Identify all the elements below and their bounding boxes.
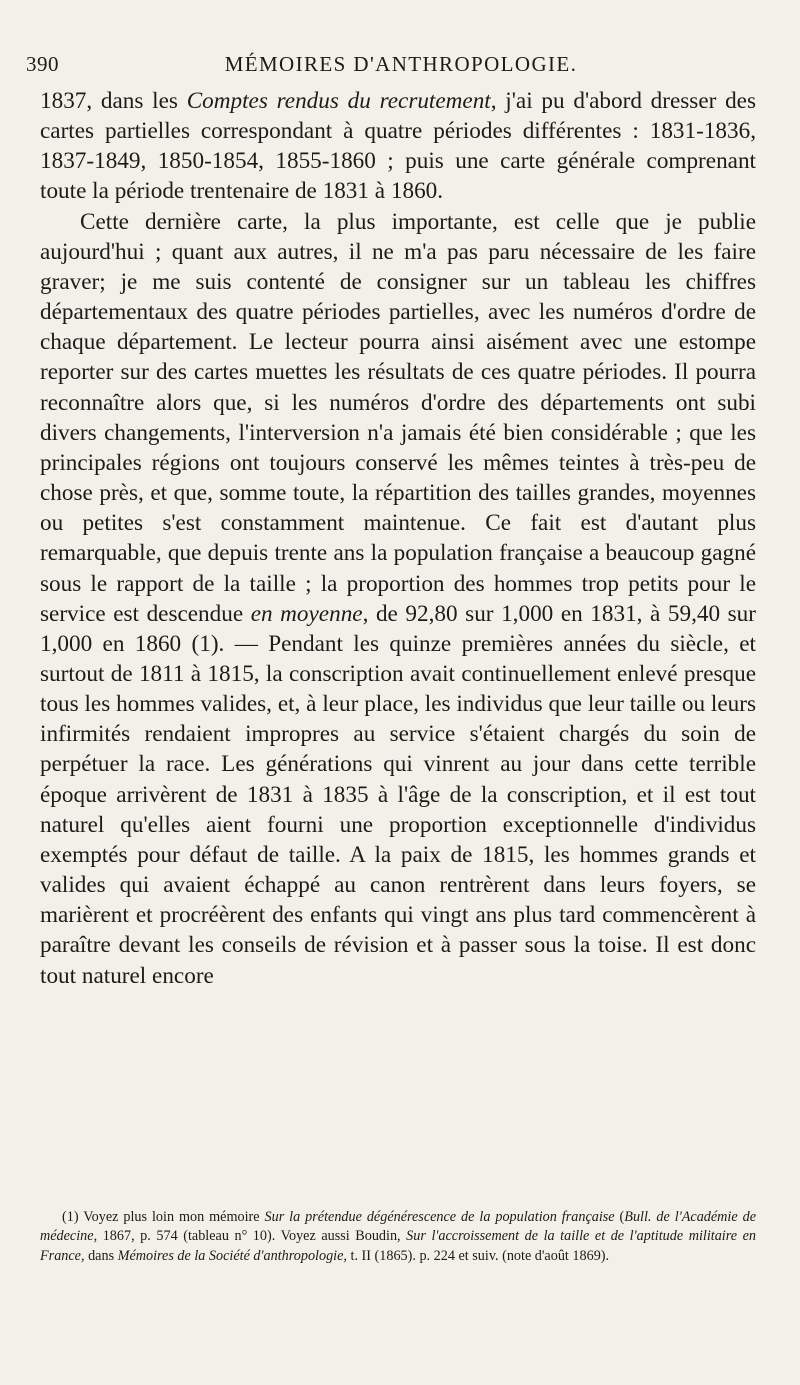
footnote-italic-a: Sur la prétendue dégénérescence de la population française xyxy=(264,1209,615,1225)
running-title: MÉMOIRES D'ANTHROPOLOGIE. xyxy=(224,52,578,76)
paragraph-2-text-a: Cette dernière carte, la plus importante, est celle que je publie aujourd'hui ; quant aux autres, il ne m'a pas paru nécessaire de les faire graver; je me suis contenté de consigner sur un tableau les chiffres départementaux des quatre périodes partielles, avec les numéros d'ordre de chaque département. Le lecteur pourra ainsi aisément avec une estompe reporter sur des cartes muettes les résultats de ces quatre périodes. Il pourra reconnaître alors que, si les numéros d'ordre des départements ont subi divers changements, l'interversion n'a jamais été bien considérable ; que les principales régions ont toujours conservé les mêmes teintes à très-peu de chose près, et que, somme toute, la répartition des tailles grandes, moyennes ou petites s'est constamment maintenue. Ce fait est d'autant plus remarquable, que depuis trente ans la population française a beaucoup gagné sous le rapport de la taille ; la proportion des hommes trop petits pour le service est descendue xyxy=(40,208,756,627)
page-number: 390 xyxy=(26,52,59,76)
footnote-1 xyxy=(40,1208,756,1266)
footnote-italic-b: Bull. de l'Académie de médecine, xyxy=(40,1209,756,1245)
footnote-text-c: 1867, p. 574 (tableau n° 10). Voyez aussi Boudin, xyxy=(97,1228,407,1245)
footnote-italic-d: Mémoires de la Société d'anthropologie, xyxy=(117,1247,347,1264)
paragraph-2 xyxy=(40,207,756,991)
paragraph-1-italic: Comptes rendus du recrutement xyxy=(186,88,491,114)
paragraph-1-text-b: , j'ai pu d'abord dresser des cartes partielles correspondant à quatre périodes différentes : 1831-1836, 1837-1849, 1850-1854, 1855-1860 ; puis une carte générale comprenant toute la période trentenaire de 1831 à 1860. xyxy=(40,88,757,205)
paragraph-2-italic: en moyenne xyxy=(250,600,363,627)
running-head xyxy=(26,52,776,82)
footnote-italic-c: Sur l'accroissement de la taille et de l'aptitude militaire en France, xyxy=(40,1228,756,1264)
paragraph-2-text-b: , de 92,80 sur 1,000 en 1831, à 59,40 sur 1,000 en 1860 (1). — Pendant les quinze premières années du siècle, et surtout de 1811 à 1815, la conscription avait continuellement enlevé presque tous les hommes valides, et, à leur place, les individus que leur taille ou leurs infirmités rendaient impropres au service s'étaient chargés du soin de perpétuer la race. Les générations qui vinrent au jour dans cette terrible époque arrivèrent de 1831 à 1835 à l'âge de la conscription, et il est tout naturel qu'elles aient fourni une proportion exceptionnelle d'individus exemptés pour défaut de taille. A la paix de 1815, les hommes grands et valides qui avaient échappé au canon rentrèrent dans leurs foyers, se marièrent et procréèrent des enfants qui vingt ans plus tard commencèrent à paraître devant les conseils de révision et à passer sous la toise. Il est donc tout naturel encore xyxy=(40,600,757,989)
paragraph-1-text-a: 1837, dans les xyxy=(40,88,187,114)
footnotes xyxy=(40,1208,756,1266)
body-text xyxy=(40,86,756,991)
paragraph-1 xyxy=(40,86,756,207)
footnote-text-d: dans xyxy=(84,1247,118,1264)
footnote-text-e: t. II (1865). p. 224 et suiv. (note d'août 1869). xyxy=(346,1247,610,1264)
footnote-text-b: ( xyxy=(614,1209,625,1225)
footnote-text-a: (1) Voyez plus loin mon mémoire xyxy=(62,1209,265,1225)
